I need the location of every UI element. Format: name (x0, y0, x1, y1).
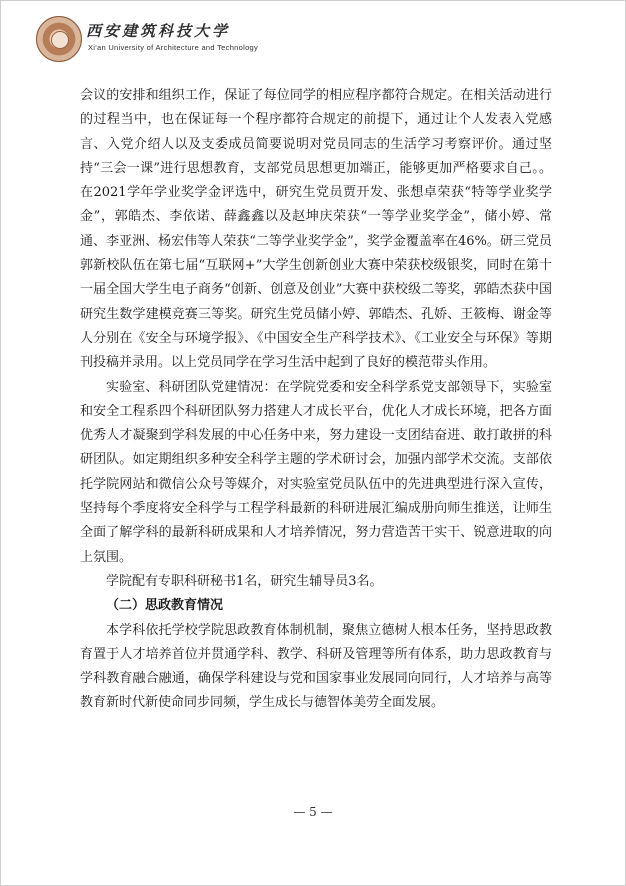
paragraph-staff: 学院配有专职科研秘书1名，研究生辅导员3名。 (106, 573, 383, 589)
paragraph-party-activities: 会议的安排和组织工作，保证了每位同学的相应程序都符合规定。在相关活动进行的过程当中，也在保证每一个程序都符合规定的前提下，通过让个人发表入党感言、入党介绍人以及支委成员简要说明对党员同志的生活学习考察评价。通过坚持“三会一课”进行思想教育，支部党员思想更加端正，能够更加严格要求自己。。在2021学年学业奖学金评选中，研究生党员贾开发、张想卓荣获“特等学业奖学金”，郭皓杰、李依诺、薛鑫鑫以及赵坤庆荣获“一等学业奖学金”，储小婷、常通、李亚洲、杨宏伟等人荣获“二等学业奖学金”，奖学金覆盖率在46%。研三党员郭新校队伍在第七届“互联网+”大学生创新创业大赛中荣获校级银奖，同时在第十一届全国大学生电子商务“创新、创意及创业”大赛中获校级二等奖，郭皓杰获中国研究生数学建模竞赛三等奖。研究生党员储小婷、郭皓杰、孔娇、王筱梅、谢金等人分别在《安全与环境学报》、《中国安全生产科学技术》、《工业安全与环保》等期刊投稿并录用。以上党员同学在学习生活中起到了良好的模范带头作用。 (80, 88, 552, 371)
section-heading: （二）思政教育情况 (106, 598, 224, 614)
university-seal-icon (36, 16, 82, 62)
paragraph-lab-party-building: 实验室、科研团队党建情况：在学院党委和安全科学系党支部领导下，实验室和安全工程系四个科研团队努力搭建人才成长平台，优化人才成长环境，把各方面优秀人才凝聚到学科发展的中心任务中来，努力建设一支团结奋进、敢打敢拼的科研团队。如定期组织多种安全科学主题的学术研讨会，加强内部学术交流。支部依托学院网站和微信公众号等媒介，对实验室党员队伍中的先进典型进行深入宣传，坚持每个季度将安全科学与工程学科最新的科研进展汇编成册向师生推送，让师生全面了解学科的最新科研成果和人才培养情况，努力营造苦干实干、锐意进取的向上氛围。 (80, 379, 552, 565)
seal-center (51, 31, 69, 49)
university-name-cn: 西安建筑科技大学 (86, 22, 231, 40)
page-number: — 5 — (293, 805, 333, 819)
university-name-en: Xi'an University of Architecture and Technology (88, 43, 259, 52)
page-header (36, 16, 596, 66)
paragraph-ideological-education: 本学科依托学校学院思政教育体制机制，聚焦立德树人根本任务，坚持思政教育置于人才培养首位并贯通学科、教学、科研及管理等所有体系，助力思政教育与学科教育融合融通，确保学科建设与党和国家事业发展同向同行，人才培养与高等教育新时代新使命同步同频，学生成长与德智体美劳全面发展。 (80, 622, 552, 711)
document-body (80, 84, 552, 716)
